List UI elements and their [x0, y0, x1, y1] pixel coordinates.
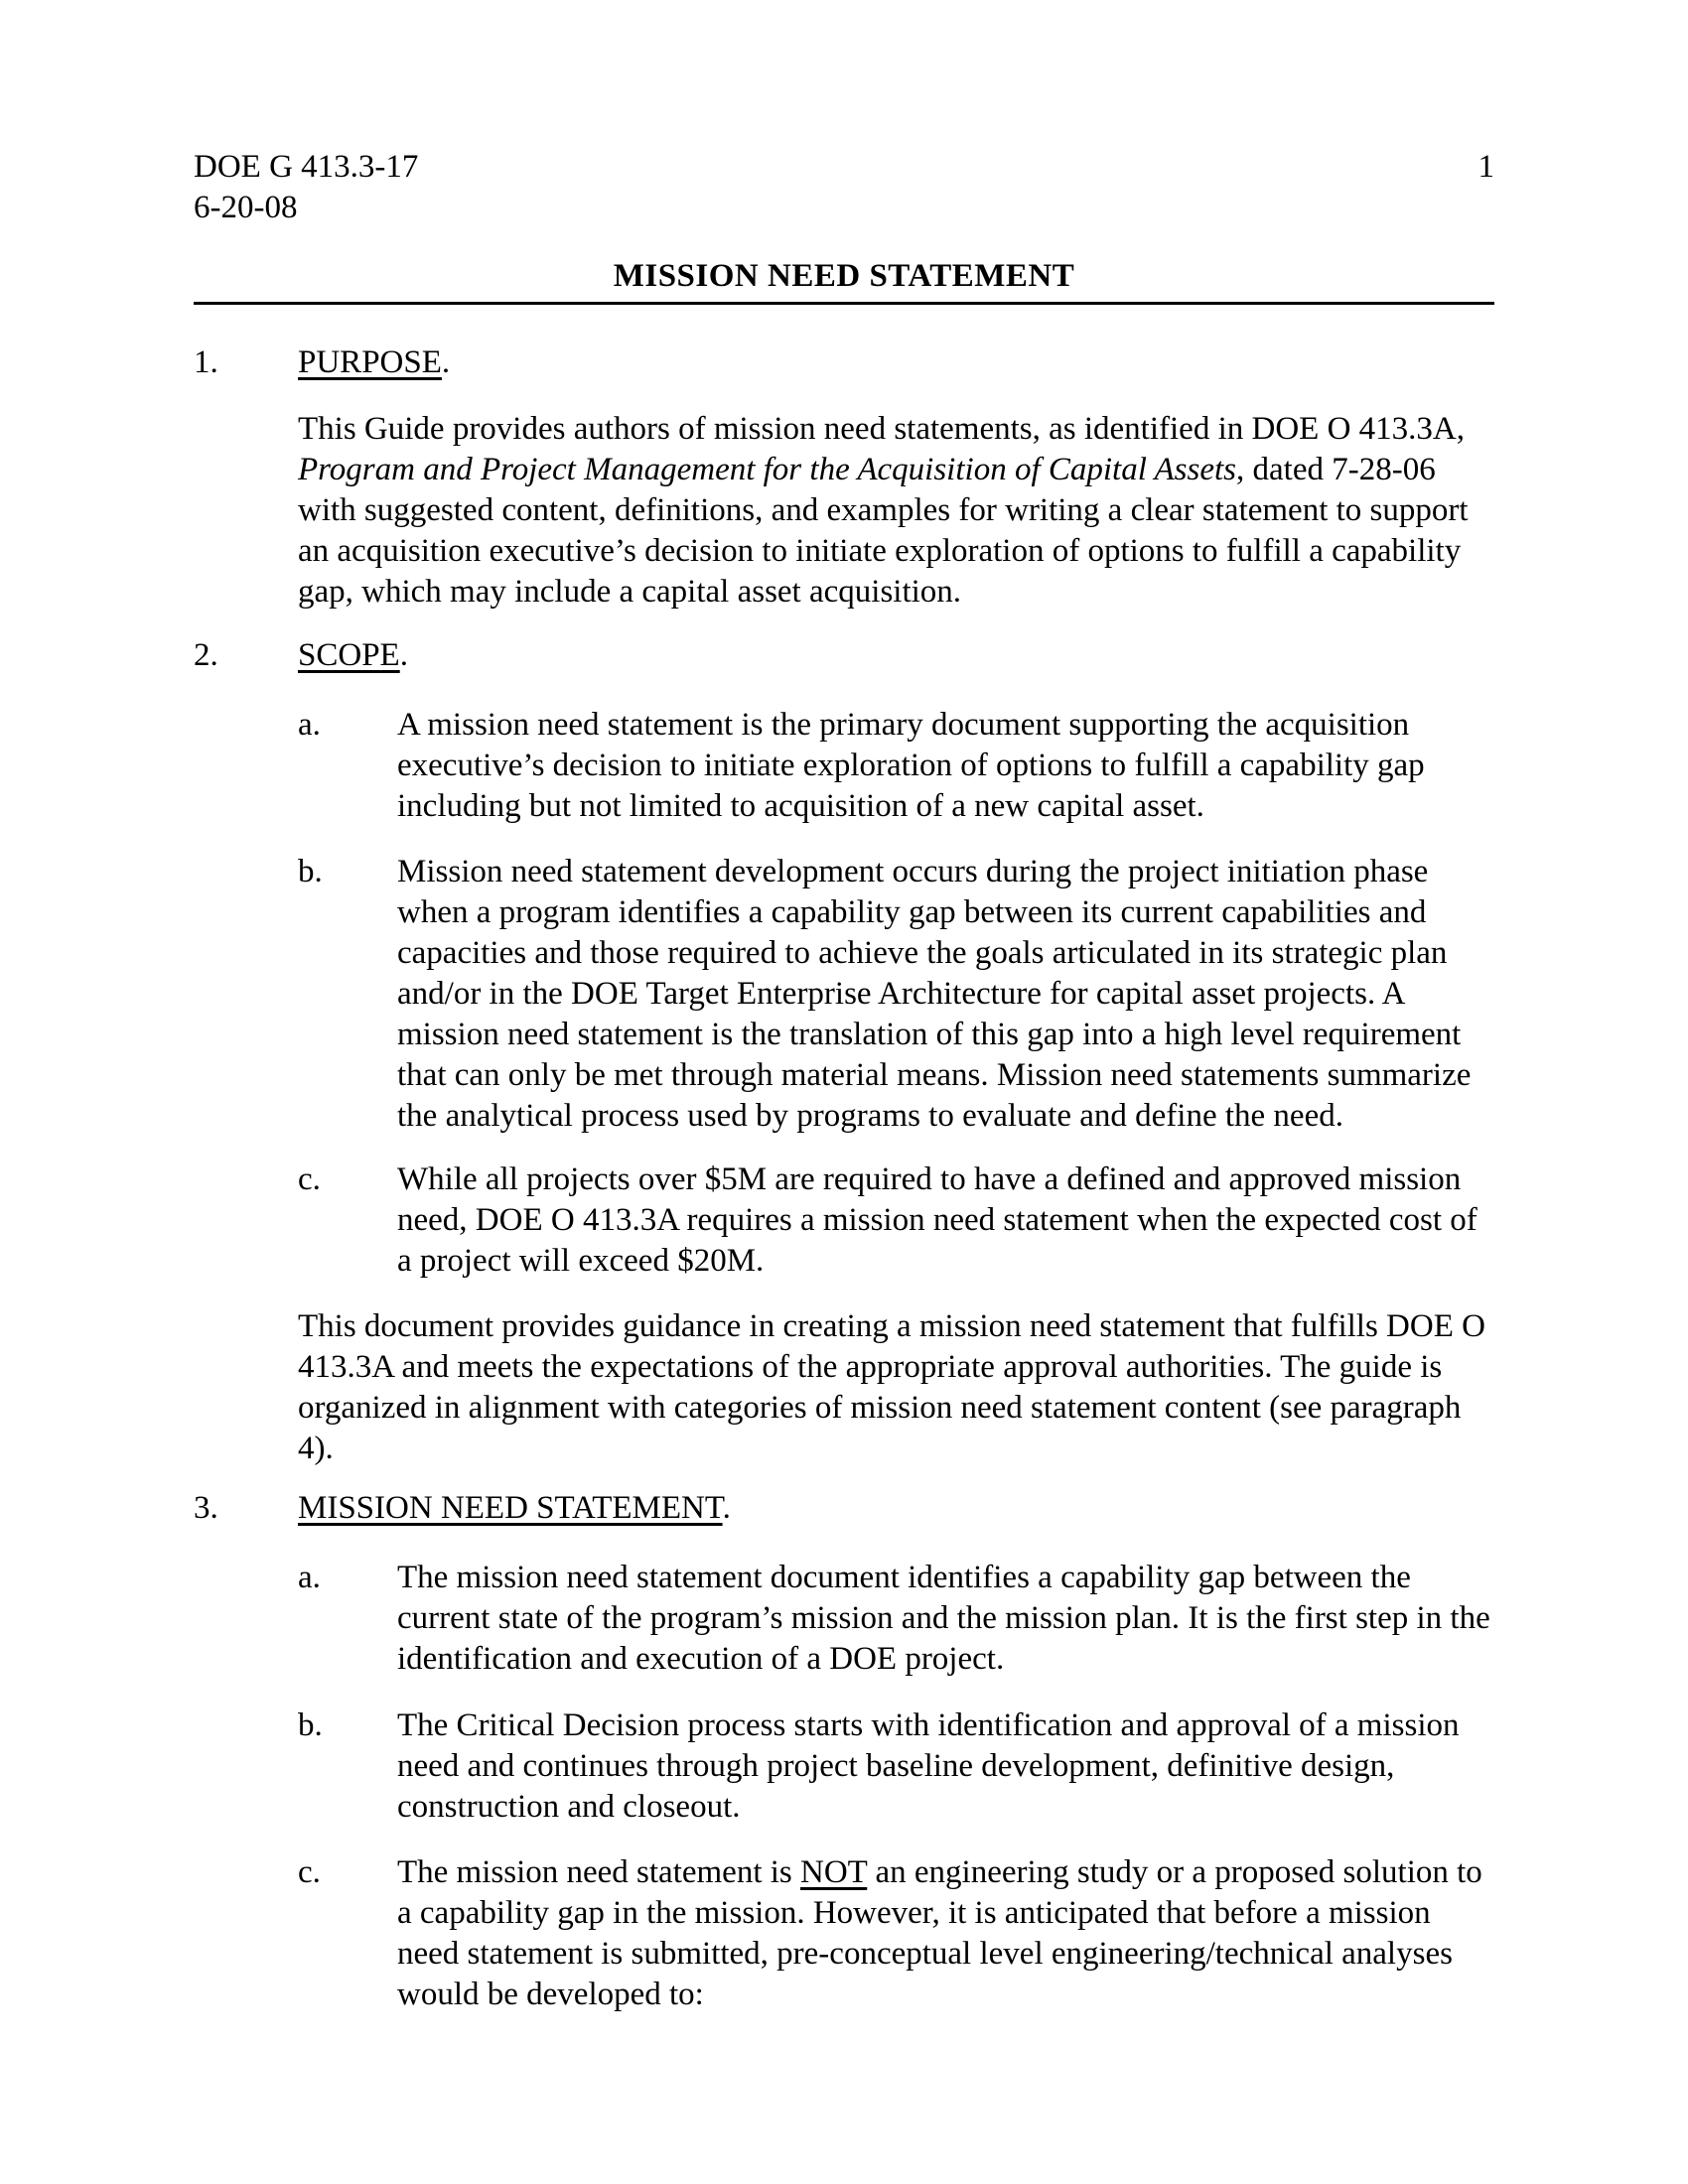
- page-number: 1: [1477, 149, 1494, 185]
- section-2-item-b: [298, 852, 1494, 1137]
- section-1-paragraph-pre: This Guide provides authors of mission need statements, as identified in DOE O 413.3A,: [298, 411, 1465, 447]
- section-3-item-b-letter: b.: [298, 1707, 323, 1743]
- section-2-item-a-text: A mission need statement is the primary document supporting the acquisition executive’s decision to initiate exploration of options to fulfill a capability gap including but not limited to acquisition of a new capital asset.: [397, 707, 1425, 824]
- page-header: [194, 147, 1494, 228]
- section-1-heading-period: .: [441, 344, 451, 380]
- document-title: MISSION NEED STATEMENT: [613, 258, 1075, 294]
- section-2-item-b-letter: b.: [298, 854, 323, 889]
- section-2-closing-paragraph: This document provides guidance in creating a mission need statement that fulfills DOE O 413.3A and meets the expectations of the appropriate approval authorities. The guide is organized in alignment with categories of mission need statement content (see paragraph 4).: [298, 1308, 1485, 1466]
- header-left: [194, 147, 418, 228]
- section-1-heading: [298, 342, 450, 383]
- section-2-item-c: [298, 1160, 1494, 1282]
- section-3-item-b-text: The Critical Decision process starts with identification and approval of a mission need and continues through project baseline development, definitive design, construction and closeout.: [397, 1707, 1460, 1825]
- section-3-item-b: [298, 1706, 1494, 1828]
- section-3-item-c: [298, 1852, 1494, 2015]
- section-3-item-a-text: The mission need statement document identifies a capability gap between the current state of the program’s mission and the mission plan. It is the first step in the identification and execution of a DOE project.: [397, 1560, 1490, 1677]
- section-3-item-c-not-emphasis: NOT: [800, 1854, 868, 1890]
- section-2-heading-row: [194, 635, 1494, 676]
- section-1-paragraph-post: , dated 7-28-06 with suggested content, definitions, and examples for writing a clear statement to support an acquisition executive’s decision to initiate exploration of options to fulfill a capability gap, which may include a capital asset acquisition.: [298, 452, 1469, 610]
- section-1-paragraph: [298, 409, 1494, 613]
- section-2-item-a: [298, 705, 1494, 827]
- section-3-number: 3.: [194, 1490, 218, 1526]
- section-3-heading-text: MISSION NEED STATEMENT: [298, 1490, 723, 1526]
- section-2-number: 2.: [194, 637, 218, 673]
- doc-date: 6-20-08: [194, 190, 298, 225]
- section-3-item-a-letter: a.: [298, 1560, 321, 1595]
- section-3-heading: [298, 1488, 731, 1529]
- section-2-heading-period: .: [399, 637, 408, 673]
- section-2-item-a-letter: a.: [298, 707, 321, 743]
- section-2-heading: [298, 635, 408, 676]
- section-2-item-b-text: Mission need statement development occurs during the project initiation phase when a program identifies a capability gap between its current capabilities and capacities and those required to achieve the goals articulated in its strategic plan and/or in the DOE Target Enterprise Architecture for capital asset projects. A mission need statement is the translation of this gap into a high level requirement that can only be met through material means. Mission need statements summarize the analytical process used by programs to evaluate and define the need.: [397, 854, 1472, 1134]
- section-3-item-c-post: an engineering study or a proposed solution to a capability gap in the mission. However, it is anticipated that before a mission need statement is submitted, pre-conceptual level engineering/technical analyses would be developed to:: [397, 1854, 1482, 2012]
- section-3-item-a: [298, 1558, 1494, 1680]
- section-3-item-c-text: [397, 1852, 1494, 2015]
- section-1-heading-row: [194, 342, 1494, 383]
- section-2-item-c-letter: c.: [298, 1161, 321, 1197]
- section-3-heading-row: [194, 1488, 1494, 1529]
- doc-number: DOE G 413.3-17: [194, 149, 419, 185]
- section-2-heading-text: SCOPE: [298, 637, 400, 673]
- section-2-item-c-text: While all projects over $5M are required to have a defined and approved mission need, DOE O 413.3A requires a mission need statement when the expected cost of a project will exceed $20M.: [397, 1161, 1477, 1279]
- section-3-heading-period: .: [722, 1490, 731, 1526]
- section-1-paragraph-italic-title: Program and Project Management for the Acquisition of Capital Assets: [298, 452, 1237, 487]
- title-rule: [194, 302, 1494, 305]
- section-3-item-c-pre: The mission need statement is: [397, 1854, 801, 1890]
- section-1-number: 1.: [194, 344, 218, 380]
- section-3-item-c-letter: c.: [298, 1854, 321, 1890]
- section-1-heading-text: PURPOSE: [298, 344, 442, 380]
